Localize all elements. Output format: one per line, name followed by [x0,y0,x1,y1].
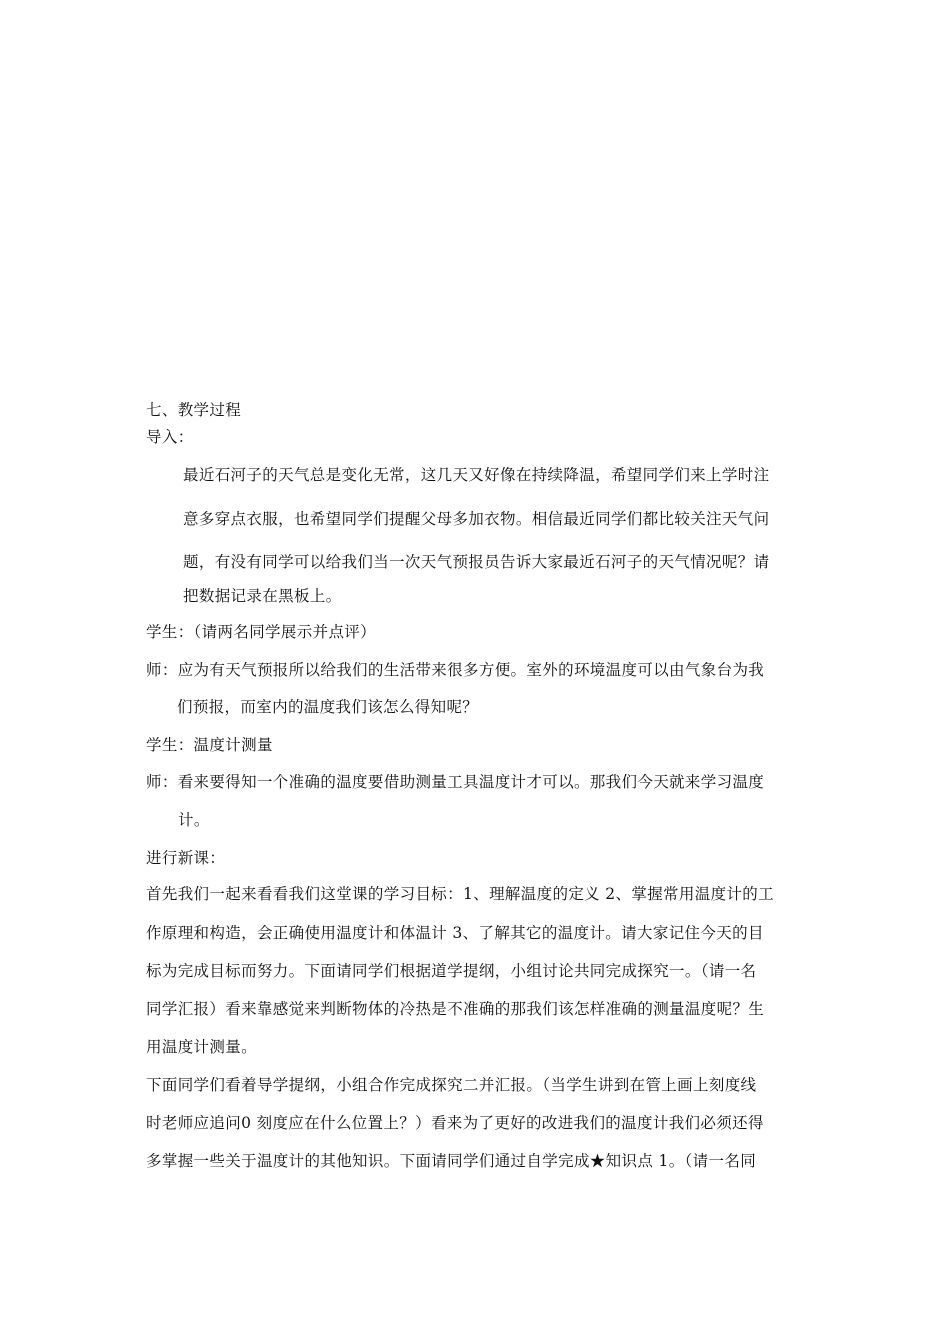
new-lesson-label: 进行新课： [146,849,226,867]
student-line: 学生：温度计测量 [146,736,273,754]
intro-paragraph-line: 题，有没有同学可以给我们当一次天气预报员告诉大家最近石河子的天气情况呢？请 [183,553,770,571]
paragraph-line: 多掌握一些关于温度计的其他知识。下面请同学们通过自学完成★知识点 1。（请一名同 [146,1152,757,1170]
intro-label: 导入： [146,428,194,446]
teacher-line: 们预报，而室内的温度我们该怎么得知呢？ [177,698,479,716]
intro-paragraph-line: 最近石河子的天气总是变化无常，这几天又好像在持续降温，希望同学们来上学时注 [183,466,770,484]
paragraph-line: 下面同学们看着导学提纲，小组合作完成探究二并汇报。（当学生讲到在管上画上刻度线 [146,1076,757,1094]
paragraph-line: 作原理和构造，会正确使用温度计和体温计 3、了解其它的温度计。请大家记住今天的目 [146,924,764,942]
student-line: 学生：（请两名同学展示并点评） [146,623,377,641]
intro-paragraph-line: 把数据记录在黑板上。 [183,587,342,605]
paragraph-line: 时老师应追问0 刻度应在什么位置上？）看来为了更好的改进我们的温度计我们必须还得 [146,1114,764,1132]
teacher-line: 师：看来要得知一个准确的温度要借助测量工具温度计才可以。那我们今天就来学习温度 [146,773,765,791]
paragraph-line: 用温度计测量。 [146,1038,257,1056]
paragraph-line: 标为完成目标而努力。下面请同学们根据道学提纲，小组讨论共同完成探究一。（请一名 [146,962,757,980]
teacher-line: 师：应为有天气预报所以给我们的生活带来很多方便。室外的环境温度可以由气象台为我 [146,661,765,679]
paragraph-line: 首先我们一起来看看我们这堂课的学习目标：1、理解温度的定义 2、掌握常用温度计的工 [146,885,775,903]
teacher-line: 计。 [178,811,210,829]
section-heading: 七、教学过程 [146,401,242,419]
paragraph-line: 同学汇报）看来靠感觉来判断物体的冷热是不准确的那我们该怎样准确的测量温度呢？生 [146,1000,765,1018]
intro-paragraph-line: 意多穿点衣服，也希望同学们提醒父母多加衣物。相信最近同学们都比较关注天气问 [183,510,770,528]
